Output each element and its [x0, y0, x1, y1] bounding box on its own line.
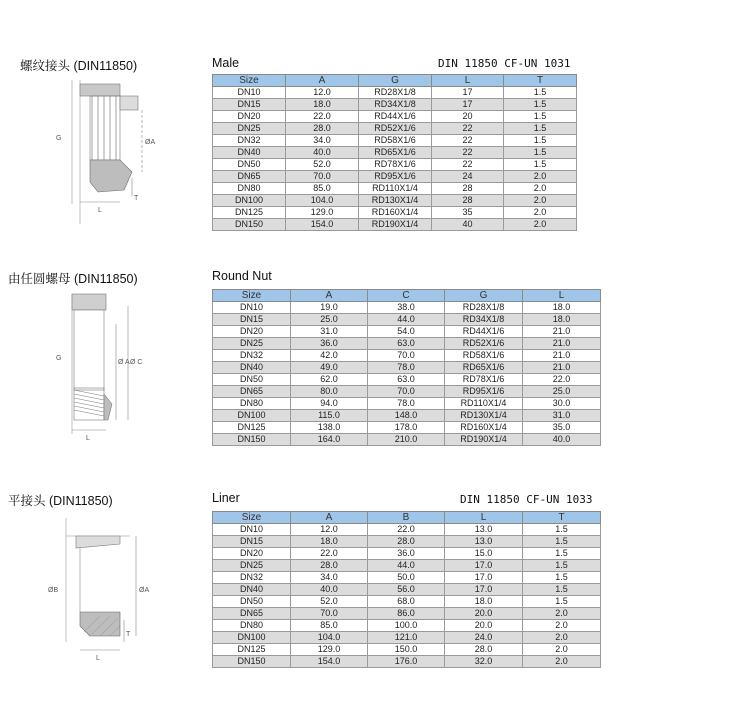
- table-cell: DN40: [213, 362, 291, 374]
- table-cell: 40.0: [523, 434, 601, 446]
- liner-col-size: Size: [213, 512, 291, 524]
- table-cell: 2.0: [504, 219, 577, 231]
- table-cell: RD95X1/6: [445, 386, 523, 398]
- table-cell: 12.0: [291, 524, 368, 536]
- table-cell: RD78X1/6: [359, 159, 432, 171]
- table-cell: 2.0: [523, 656, 601, 668]
- roundnut-col-size: Size: [213, 290, 291, 302]
- table-cell: RD28X1/8: [445, 302, 523, 314]
- table-cell: 100.0: [368, 620, 445, 632]
- table-row: [213, 656, 601, 668]
- table-cell: DN50: [213, 159, 286, 171]
- table-cell: 70.0: [291, 608, 368, 620]
- table-cell: 21.0: [523, 338, 601, 350]
- table-cell: 44.0: [368, 560, 445, 572]
- table-cell: 40: [432, 219, 504, 231]
- table-cell: 20.0: [445, 620, 523, 632]
- male-cn-title: 螺纹接头 (DIN11850): [20, 59, 138, 73]
- table-cell: DN65: [213, 386, 291, 398]
- roundnut-col-g: G: [445, 290, 523, 302]
- table-cell: 80.0: [291, 386, 368, 398]
- table-cell: 70.0: [368, 350, 445, 362]
- table-row: [213, 536, 601, 548]
- table-cell: 68.0: [368, 596, 445, 608]
- table-cell: 2.0: [504, 207, 577, 219]
- table-cell: DN15: [213, 314, 291, 326]
- table-cell: 31.0: [291, 326, 368, 338]
- roundnut-table: [212, 289, 601, 446]
- table-cell: 18.0: [286, 99, 359, 111]
- table-cell: DN100: [213, 195, 286, 207]
- table-cell: DN40: [213, 584, 291, 596]
- table-cell: 13.0: [445, 524, 523, 536]
- roundnut-drawing: [52, 284, 172, 444]
- table-cell: RD130X1/4: [445, 410, 523, 422]
- table-cell: 22: [432, 159, 504, 171]
- table-cell: 176.0: [368, 656, 445, 668]
- table-cell: 28: [432, 195, 504, 207]
- roundnut-cn-title: 由任圆螺母 (DIN11850): [8, 272, 138, 286]
- table-cell: 1.5: [523, 572, 601, 584]
- table-cell: RD34X1/8: [445, 314, 523, 326]
- table-row: [213, 123, 577, 135]
- table-cell: 31.0: [523, 410, 601, 422]
- table-cell: DN80: [213, 183, 286, 195]
- table-cell: 17.0: [445, 584, 523, 596]
- table-cell: 13.0: [445, 536, 523, 548]
- table-row: [213, 596, 601, 608]
- table-row: [213, 314, 601, 326]
- table-cell: 49.0: [291, 362, 368, 374]
- table-cell: RD44X1/6: [359, 111, 432, 123]
- table-cell: DN65: [213, 608, 291, 620]
- table-cell: 2.0: [523, 632, 601, 644]
- table-cell: DN25: [213, 338, 291, 350]
- table-cell: 1.5: [504, 87, 577, 99]
- table-cell: 24.0: [445, 632, 523, 644]
- table-row: [213, 111, 577, 123]
- table-cell: 18.0: [523, 302, 601, 314]
- table-cell: 138.0: [291, 422, 368, 434]
- male-col-g: G: [359, 75, 432, 87]
- liner-table-header: [213, 512, 601, 524]
- roundnut-dim-a: Ø A: [118, 359, 130, 366]
- table-cell: 28.0: [368, 536, 445, 548]
- liner-dim-a: ØA: [139, 587, 150, 594]
- male-dim-g: G: [56, 135, 62, 142]
- table-cell: RD44X1/6: [445, 326, 523, 338]
- table-cell: 1.5: [504, 99, 577, 111]
- table-cell: 1.5: [504, 135, 577, 147]
- table-row: [213, 135, 577, 147]
- liner-drawing: [40, 512, 160, 672]
- table-cell: 121.0: [368, 632, 445, 644]
- table-cell: 20: [432, 111, 504, 123]
- table-cell: 20.0: [445, 608, 523, 620]
- table-cell: RD52X1/6: [359, 123, 432, 135]
- table-cell: DN50: [213, 374, 291, 386]
- table-row: [213, 644, 601, 656]
- table-cell: DN15: [213, 536, 291, 548]
- roundnut-col-a: A: [291, 290, 368, 302]
- table-row: [213, 87, 577, 99]
- table-cell: RD160X1/4: [445, 422, 523, 434]
- table-row: [213, 632, 601, 644]
- table-cell: 40.0: [291, 584, 368, 596]
- table-cell: 19.0: [291, 302, 368, 314]
- table-cell: DN150: [213, 219, 286, 231]
- table-cell: 28.0: [291, 560, 368, 572]
- roundnut-dim-l: L: [86, 435, 90, 442]
- table-row: [213, 386, 601, 398]
- table-cell: 36.0: [291, 338, 368, 350]
- male-col-l: L: [432, 75, 504, 87]
- liner-table: [212, 511, 601, 668]
- table-cell: DN50: [213, 596, 291, 608]
- table-cell: 85.0: [286, 183, 359, 195]
- liner-table-body: [213, 524, 601, 668]
- table-cell: 63.0: [368, 374, 445, 386]
- table-row: [213, 398, 601, 410]
- table-row: [213, 560, 601, 572]
- table-cell: 22: [432, 135, 504, 147]
- table-cell: 1.5: [523, 560, 601, 572]
- table-cell: 17: [432, 87, 504, 99]
- table-cell: 78.0: [368, 398, 445, 410]
- table-cell: 21.0: [523, 350, 601, 362]
- male-col-t: T: [504, 75, 577, 87]
- table-cell: 78.0: [368, 362, 445, 374]
- table-cell: 25.0: [291, 314, 368, 326]
- table-cell: RD190X1/4: [359, 219, 432, 231]
- roundnut-table-body: [213, 302, 601, 446]
- table-row: [213, 326, 601, 338]
- table-cell: 30.0: [523, 398, 601, 410]
- table-cell: RD78X1/6: [445, 374, 523, 386]
- table-cell: DN32: [213, 572, 291, 584]
- table-cell: RD52X1/6: [445, 338, 523, 350]
- table-cell: 1.5: [523, 536, 601, 548]
- table-cell: 22.0: [291, 548, 368, 560]
- roundnut-col-l: L: [523, 290, 601, 302]
- table-cell: 22.0: [286, 111, 359, 123]
- table-row: [213, 374, 601, 386]
- table-cell: 2.0: [523, 620, 601, 632]
- table-cell: 22.0: [523, 374, 601, 386]
- table-cell: 2.0: [523, 608, 601, 620]
- table-cell: 154.0: [286, 219, 359, 231]
- table-cell: 104.0: [286, 195, 359, 207]
- table-cell: 17: [432, 99, 504, 111]
- roundnut-dim-c: Ø C: [130, 359, 143, 366]
- table-cell: DN10: [213, 524, 291, 536]
- male-dim-t: T: [134, 195, 139, 202]
- roundnut-col-c: C: [368, 290, 445, 302]
- male-standard: DIN 11850 CF-UN 1031: [438, 57, 571, 70]
- table-row: [213, 219, 577, 231]
- table-cell: 12.0: [286, 87, 359, 99]
- table-cell: RD190X1/4: [445, 434, 523, 446]
- male-col-a: A: [286, 75, 359, 87]
- male-col-size: Size: [213, 75, 286, 87]
- table-cell: DN25: [213, 560, 291, 572]
- table-cell: 1.5: [504, 159, 577, 171]
- table-cell: RD28X1/8: [359, 87, 432, 99]
- table-row: [213, 620, 601, 632]
- liner-dim-l: L: [96, 655, 100, 662]
- liner-dim-b: ØB: [48, 587, 59, 594]
- table-cell: 1.5: [504, 111, 577, 123]
- table-cell: DN125: [213, 207, 286, 219]
- liner-standard: DIN 11850 CF-UN 1033: [460, 493, 593, 506]
- table-cell: DN100: [213, 632, 291, 644]
- table-row: [213, 434, 601, 446]
- table-cell: 25.0: [523, 386, 601, 398]
- table-cell: 70.0: [286, 171, 359, 183]
- table-cell: 52.0: [286, 159, 359, 171]
- table-row: [213, 195, 577, 207]
- table-row: [213, 171, 577, 183]
- liner-col-l: L: [445, 512, 523, 524]
- table-cell: DN80: [213, 398, 291, 410]
- liner-col-a: A: [291, 512, 368, 524]
- table-cell: 17.0: [445, 572, 523, 584]
- table-cell: DN125: [213, 644, 291, 656]
- table-cell: 18.0: [291, 536, 368, 548]
- table-cell: 62.0: [291, 374, 368, 386]
- table-cell: 129.0: [286, 207, 359, 219]
- table-cell: 32.0: [445, 656, 523, 668]
- table-cell: 22.0: [368, 524, 445, 536]
- table-row: [213, 548, 601, 560]
- male-dim-l: L: [98, 207, 102, 214]
- table-cell: 18.0: [523, 314, 601, 326]
- table-cell: DN40: [213, 147, 286, 159]
- table-cell: 1.5: [523, 584, 601, 596]
- table-cell: DN32: [213, 350, 291, 362]
- table-cell: 63.0: [368, 338, 445, 350]
- liner-col-t: T: [523, 512, 601, 524]
- liner-cn-title: 平接头 (DIN11850): [8, 494, 113, 508]
- male-drawing: [52, 74, 162, 234]
- male-table-body: [213, 87, 577, 231]
- table-row: [213, 422, 601, 434]
- table-cell: 17.0: [445, 560, 523, 572]
- table-cell: DN125: [213, 422, 291, 434]
- table-cell: 22: [432, 123, 504, 135]
- table-cell: 21.0: [523, 326, 601, 338]
- table-cell: 28.0: [445, 644, 523, 656]
- table-row: [213, 302, 601, 314]
- table-cell: DN65: [213, 171, 286, 183]
- table-row: [213, 572, 601, 584]
- table-row: [213, 183, 577, 195]
- table-cell: 34.0: [291, 572, 368, 584]
- table-cell: RD34X1/8: [359, 99, 432, 111]
- table-cell: 86.0: [368, 608, 445, 620]
- table-cell: 85.0: [291, 620, 368, 632]
- table-cell: 28: [432, 183, 504, 195]
- table-row: [213, 362, 601, 374]
- table-row: [213, 350, 601, 362]
- roundnut-dim-g: G: [56, 355, 62, 362]
- table-cell: RD65X1/6: [445, 362, 523, 374]
- table-cell: 150.0: [368, 644, 445, 656]
- liner-dim-t: T: [126, 631, 131, 638]
- table-cell: 50.0: [368, 572, 445, 584]
- table-cell: 1.5: [523, 596, 601, 608]
- table-row: [213, 99, 577, 111]
- table-cell: RD110X1/4: [359, 183, 432, 195]
- table-cell: 54.0: [368, 326, 445, 338]
- liner-col-b: B: [368, 512, 445, 524]
- table-cell: 1.5: [504, 123, 577, 135]
- table-cell: RD95X1/6: [359, 171, 432, 183]
- table-cell: 52.0: [291, 596, 368, 608]
- table-cell: RD160X1/4: [359, 207, 432, 219]
- table-cell: 178.0: [368, 422, 445, 434]
- table-cell: DN10: [213, 302, 291, 314]
- table-cell: 24: [432, 171, 504, 183]
- table-cell: DN100: [213, 410, 291, 422]
- table-cell: DN80: [213, 620, 291, 632]
- table-row: [213, 608, 601, 620]
- table-row: [213, 524, 601, 536]
- table-cell: 40.0: [286, 147, 359, 159]
- table-cell: 18.0: [445, 596, 523, 608]
- table-cell: 70.0: [368, 386, 445, 398]
- table-cell: 154.0: [291, 656, 368, 668]
- table-row: [213, 410, 601, 422]
- table-cell: 56.0: [368, 584, 445, 596]
- table-cell: 35: [432, 207, 504, 219]
- table-cell: 2.0: [504, 183, 577, 195]
- table-cell: 2.0: [504, 171, 577, 183]
- table-cell: RD58X1/6: [445, 350, 523, 362]
- table-cell: DN20: [213, 111, 286, 123]
- table-cell: 104.0: [291, 632, 368, 644]
- table-cell: DN10: [213, 87, 286, 99]
- table-cell: DN150: [213, 434, 291, 446]
- roundnut-en-title: Round Nut: [212, 269, 272, 283]
- table-cell: 94.0: [291, 398, 368, 410]
- table-row: [213, 584, 601, 596]
- table-cell: 1.5: [504, 147, 577, 159]
- table-cell: DN25: [213, 123, 286, 135]
- table-cell: RD130X1/4: [359, 195, 432, 207]
- table-cell: 36.0: [368, 548, 445, 560]
- table-cell: 35.0: [523, 422, 601, 434]
- table-cell: 28.0: [286, 123, 359, 135]
- table-cell: 129.0: [291, 644, 368, 656]
- table-cell: 2.0: [523, 644, 601, 656]
- table-row: [213, 147, 577, 159]
- table-row: [213, 207, 577, 219]
- male-en-title: Male: [212, 56, 240, 70]
- table-cell: 42.0: [291, 350, 368, 362]
- table-cell: DN32: [213, 135, 286, 147]
- table-cell: 22: [432, 147, 504, 159]
- table-cell: DN20: [213, 326, 291, 338]
- table-cell: 1.5: [523, 524, 601, 536]
- table-cell: 2.0: [504, 195, 577, 207]
- male-table: [212, 74, 577, 231]
- table-cell: 115.0: [291, 410, 368, 422]
- table-row: [213, 159, 577, 171]
- table-cell: 15.0: [445, 548, 523, 560]
- table-row: [213, 338, 601, 350]
- table-cell: DN20: [213, 548, 291, 560]
- table-cell: RD58X1/6: [359, 135, 432, 147]
- table-cell: RD110X1/4: [445, 398, 523, 410]
- table-cell: 34.0: [286, 135, 359, 147]
- roundnut-table-header: [213, 290, 601, 302]
- table-cell: 164.0: [291, 434, 368, 446]
- male-dim-a: ØA: [145, 139, 156, 146]
- table-cell: 1.5: [523, 548, 601, 560]
- liner-en-title: Liner: [212, 491, 240, 505]
- table-cell: DN150: [213, 656, 291, 668]
- table-cell: 210.0: [368, 434, 445, 446]
- table-cell: 38.0: [368, 302, 445, 314]
- table-cell: DN15: [213, 99, 286, 111]
- table-cell: 44.0: [368, 314, 445, 326]
- male-table-header: [213, 75, 577, 87]
- table-cell: RD65X1/6: [359, 147, 432, 159]
- table-cell: 148.0: [368, 410, 445, 422]
- table-cell: 21.0: [523, 362, 601, 374]
